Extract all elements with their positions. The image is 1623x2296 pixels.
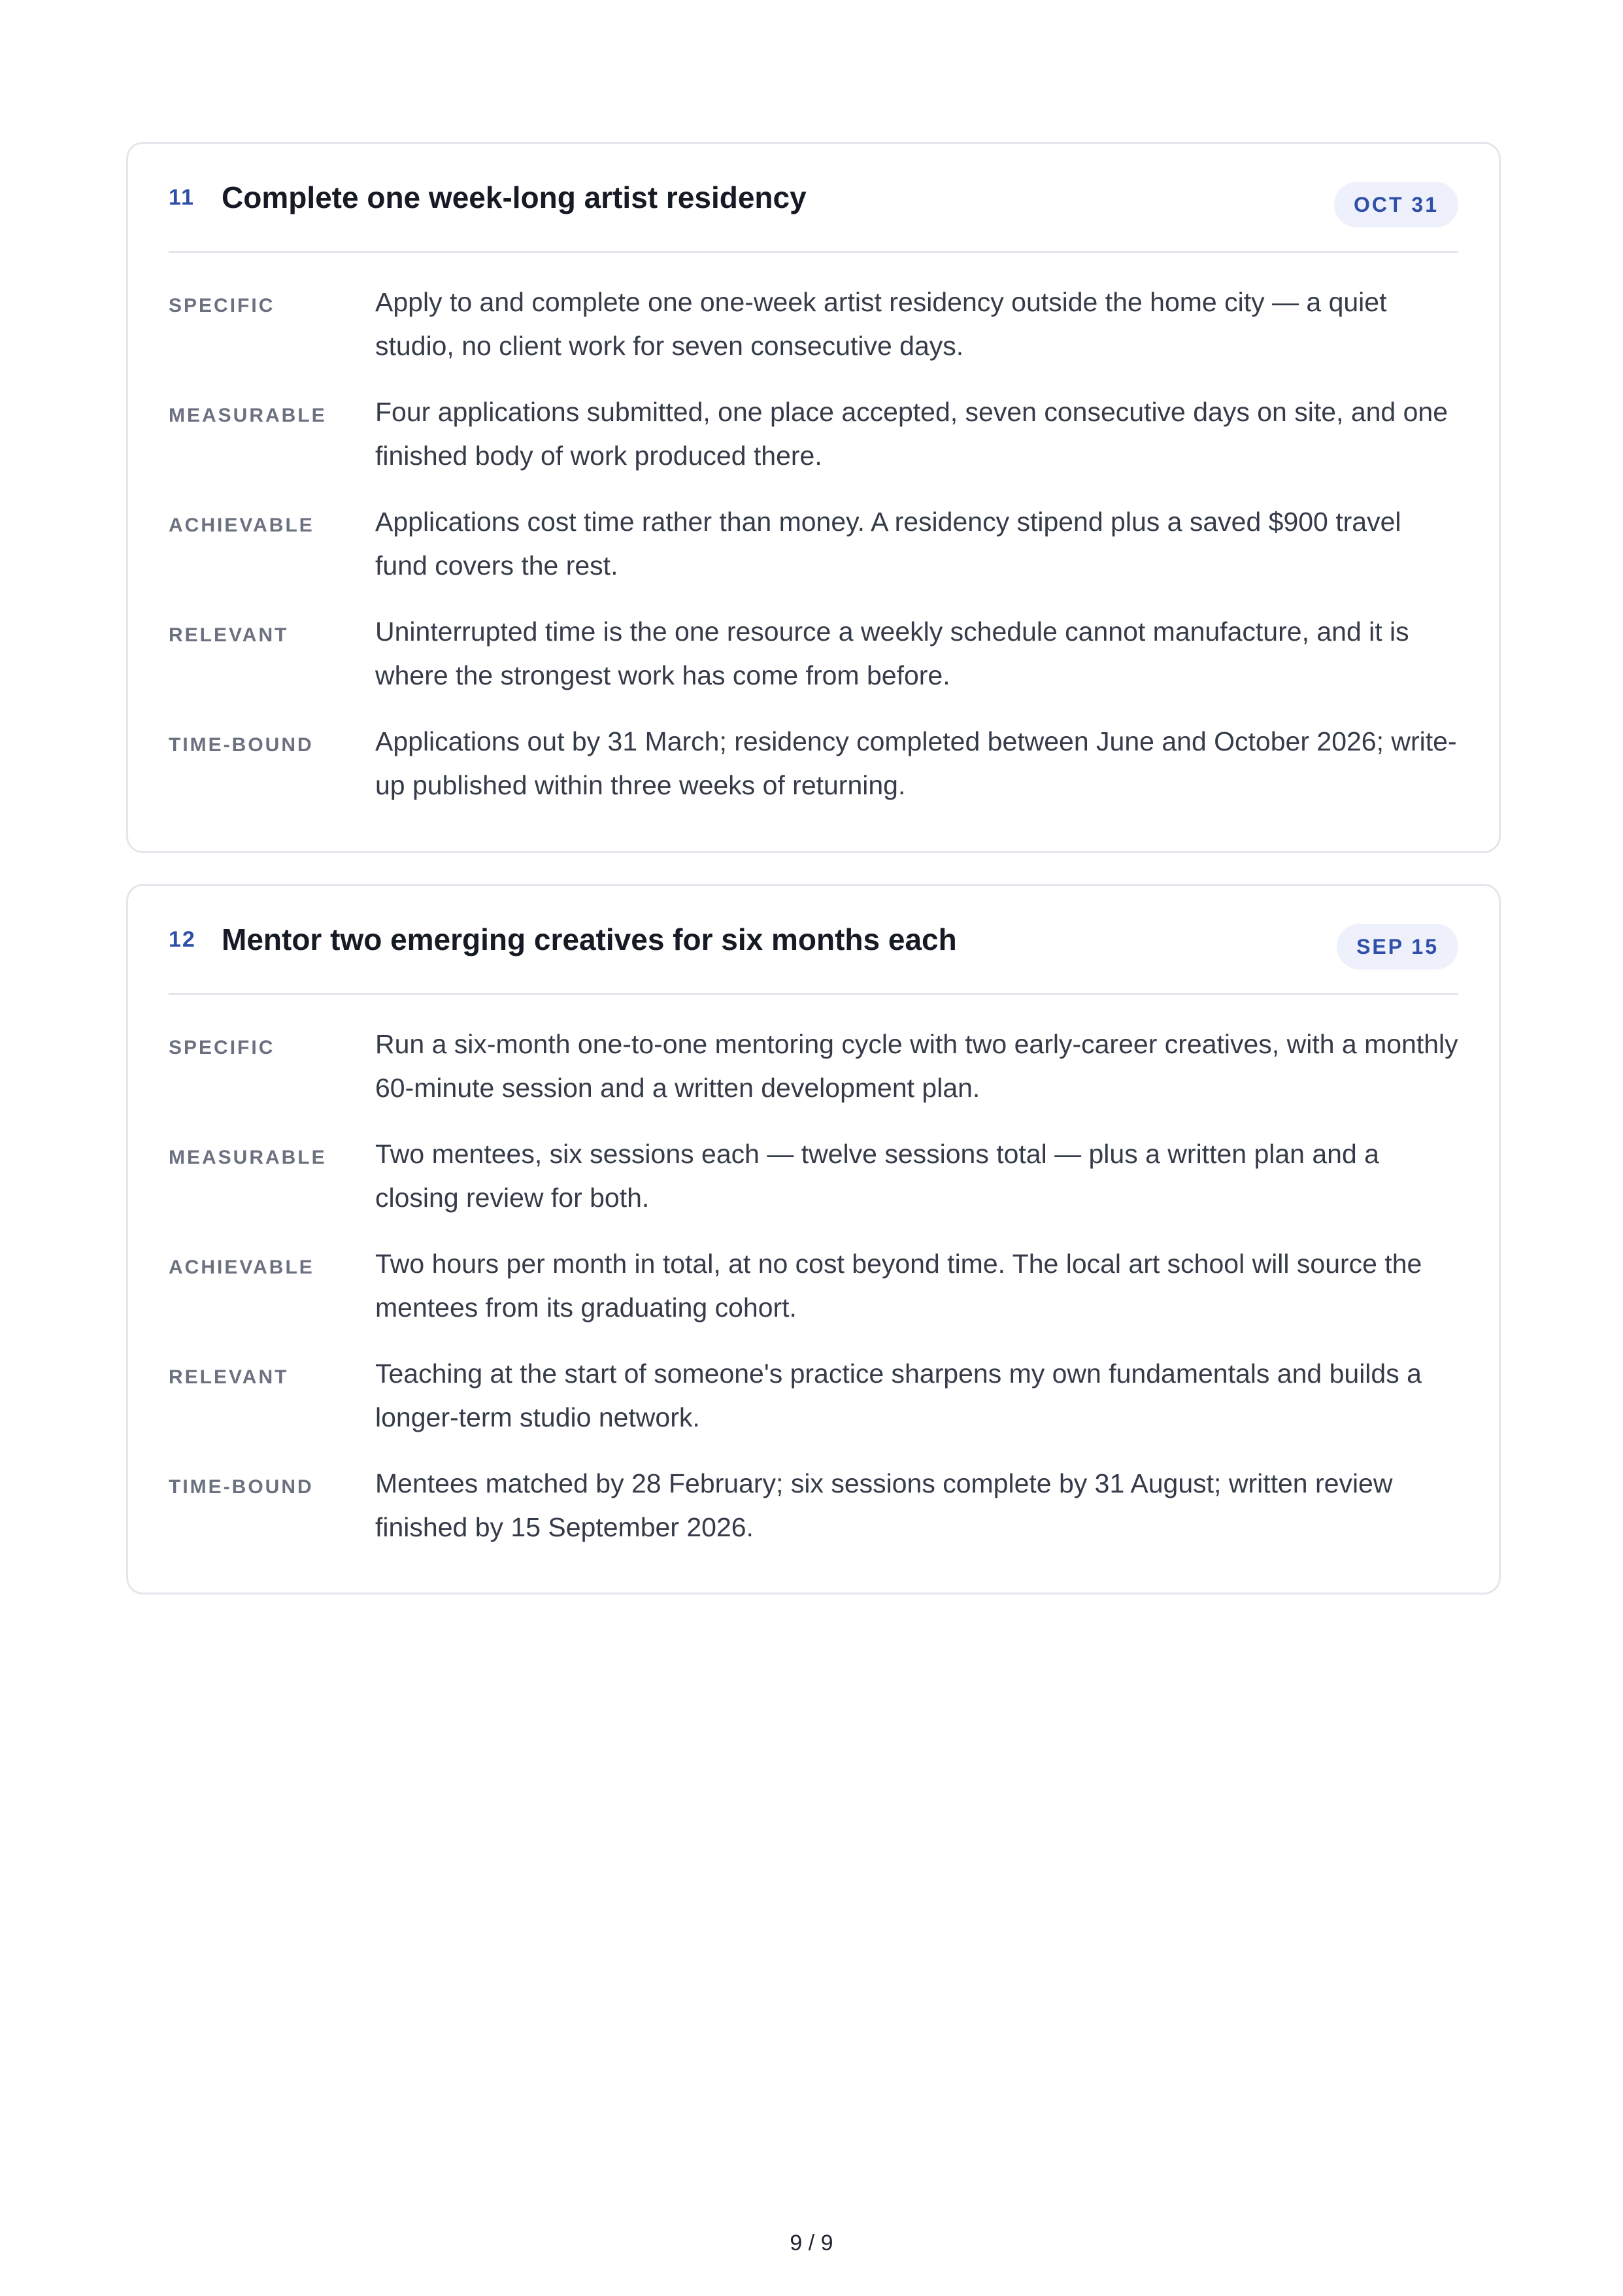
- goal-header: [169, 886, 1458, 995]
- page-number: 9 / 9: [790, 2231, 833, 2255]
- goal-header: [169, 144, 1458, 253]
- criterion-label: SPECIFIC: [169, 295, 275, 316]
- criterion-label: RELEVANT: [169, 1366, 289, 1388]
- smart-criteria-list: [169, 253, 1458, 839]
- smart-row-measurable: [169, 1141, 1458, 1251]
- due-date-badge: SEP 15: [1337, 924, 1458, 970]
- smart-row-achievable: [169, 1251, 1458, 1361]
- smart-row-time-bound: [169, 1468, 1458, 1581]
- criterion-label: MEASURABLE: [169, 1147, 327, 1168]
- criterion-text: Four applications submitted, one place accepted, seven consecutive days on site, and one finished body of work produced there.: [375, 397, 1448, 471]
- goal-number: 12: [169, 926, 196, 952]
- criterion-label: ACHIEVABLE: [169, 1257, 314, 1278]
- criterion-text: Two hours per month in total, at no cost beyond time. The local art school will source the mentees from its graduating cohort.: [375, 1249, 1422, 1323]
- criterion-text: Run a six-month one-to-one mentoring cycle with two early-career creatives, with a monthly 60-minute session and a written development plan.: [375, 1029, 1458, 1103]
- goal-title: Mentor two emerging creatives for six months each: [222, 922, 957, 956]
- smart-row-time-bound: [169, 726, 1458, 839]
- smart-row-measurable: [169, 399, 1458, 509]
- smart-row-achievable: [169, 509, 1458, 619]
- smart-row-specific: [169, 287, 1458, 399]
- criterion-label: ACHIEVABLE: [169, 515, 314, 536]
- smart-row-specific: [169, 1029, 1458, 1141]
- criterion-label: RELEVANT: [169, 624, 289, 646]
- criterion-text: Mentees matched by 28 February; six sessions complete by 31 August; written review finished by 15 September 2026.: [375, 1468, 1393, 1542]
- due-date-badge: OCT 31: [1334, 182, 1458, 228]
- criterion-label: TIME-BOUND: [169, 734, 314, 756]
- criterion-text: Apply to and complete one one-week artist residency outside the home city — a quiet studio, no client work for seven consecutive days.: [375, 287, 1387, 361]
- criterion-label: MEASURABLE: [169, 405, 327, 426]
- criterion-text: Two mentees, six sessions each — twelve sessions total — plus a written plan and a closing review for both.: [375, 1139, 1379, 1213]
- criterion-label: TIME-BOUND: [169, 1476, 314, 1498]
- criterion-text: Applications out by 31 March; residency completed between June and October 2026; write-up published within three weeks of returning.: [375, 726, 1457, 800]
- goal-title: Complete one week-long artist residency: [222, 180, 807, 214]
- criterion-label: SPECIFIC: [169, 1037, 275, 1058]
- criterion-text: Applications cost time rather than money. A residency stipend plus a saved $900 travel fund covers the rest.: [375, 507, 1401, 581]
- goal-number: 11: [169, 184, 195, 210]
- smart-criteria-list: [169, 995, 1458, 1581]
- smart-row-relevant: [169, 1361, 1458, 1471]
- smart-row-relevant: [169, 616, 1458, 729]
- goal-card: [126, 884, 1501, 1595]
- criterion-text: Uninterrupted time is the one resource a weekly schedule cannot manufacture, and it is where the strongest work has come from before.: [375, 616, 1409, 690]
- goal-card: [126, 142, 1501, 853]
- criterion-text: Teaching at the start of someone's practice sharpens my own fundamentals and builds a longer-term studio network.: [375, 1359, 1422, 1432]
